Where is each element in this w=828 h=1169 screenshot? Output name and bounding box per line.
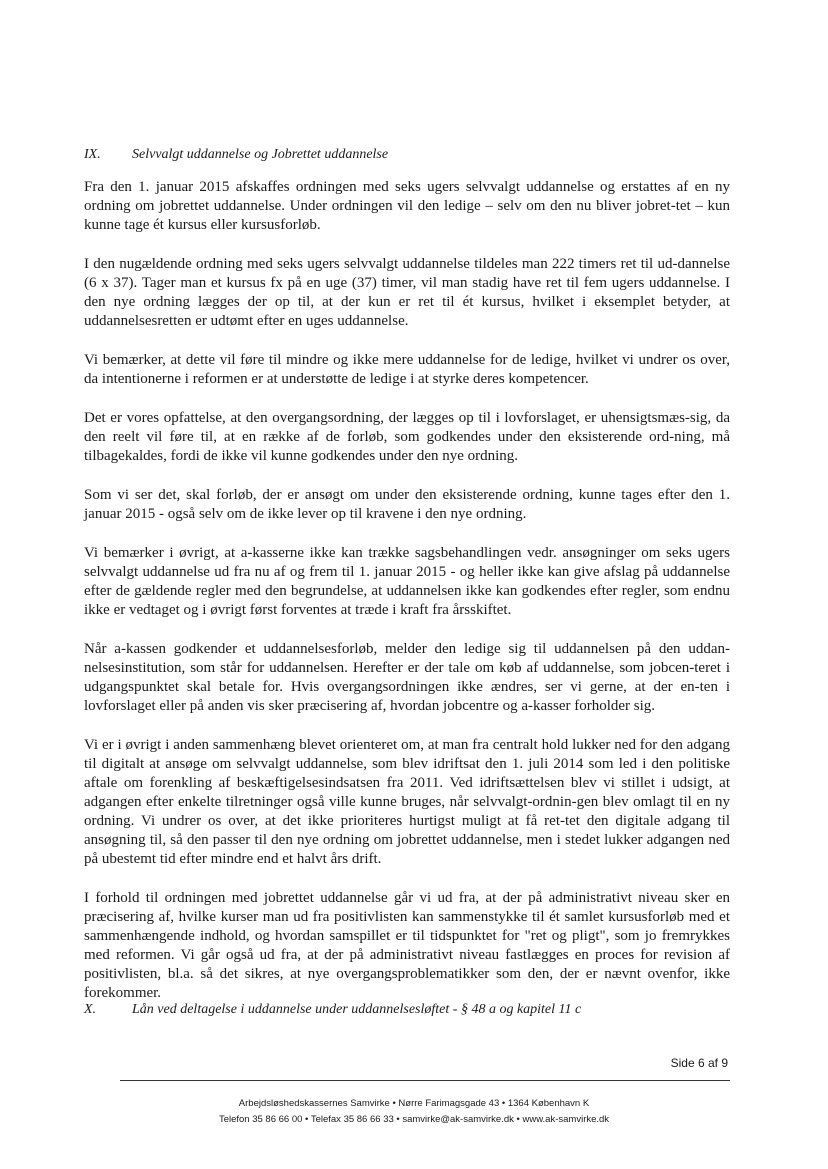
paragraph: Vi bemærker i øvrigt, at a-kasserne ikke kan trække sagsbehandlingen vedr. ansøgninger om seks ugers selvvalgt uddannelse ud fra nu af og frem til 1. januar 2015 - og heller ikke kan give afslag på uddannelse efter de gældende regler med den begrundelse, at uddannelsen ikke kan godkendes efter regler, som endnu ikke er vedtaget og i øvrigt først forventes at træde i kraft fra årsskiftet. <box>84 545 730 618</box>
section-heading-x <box>84 1002 581 1018</box>
section-heading-ix <box>84 147 388 163</box>
paragraph: I den nugældende ordning med seks ugers selvvalgt uddannelse tildeles man 222 timers ret til ud-dannelse (6 x 37). Tager man et kursus fx på en uge (37) timer, vil man stadig have ret til fem ugers uddannelse. I den nye ordning lægges der op til, at der kun er ret til ét kursus, hvilket i eksemplet betyder, at uddannelsesretten er udtømt efter en uges uddannelse. <box>84 256 730 329</box>
paragraph: Vi er i øvrigt i anden sammenhæng blevet orienteret om, at man fra centralt hold lukker ned for den adgang til digitalt at ansøge om selvvalgt uddannelse, som blev idriftsat den 1. juli 2014 som led i den politiske aftale om forenkling af beskæftigelsesindsatsen fra 2011. Ved idriftsættelsen blev vi stillet i udsigt, at adgangen efter enkelte tilretninger også ville kunne bruges, når selvvalgt-ordnin-gen blev omlagt til en ny ordning. Vi undrer os over, at det ikke prioriteres hurtigst muligt at få ret-tet den digitale adgang til ansøgning til, så den passer til den nye ordning om jobrettet uddannelse, men i stedet lukker adgangen ned på ubestemt tid efter mindre end et halvt års drift. <box>84 737 730 867</box>
section-number: IX. <box>84 147 101 162</box>
footer-address: Arbejdsløshedskassernes Samvirke • Nørre Farimagsgade 43 • 1364 København K <box>238 1098 590 1109</box>
page-number: Side 6 af 9 <box>670 1056 728 1070</box>
paragraph: I forhold til ordningen med jobrettet uddannelse går vi ud fra, at der på administrativt niveau sker en præcisering af, hvilke kurser man ud fra positivlisten kan sammenstykke til ét samlet kursusforløb med et sammenhængende indhold, og hvordan samspillet er til tidspunktet for "ret og pligt", som jo fremrykkes med reformen. Vi går også ud fra, at der på administrativt niveau fastlægges en proces for revision af positivlisten, bl.a. så det sikres, at nye overgangsproblematikker som den, der er nævnt ovenfor, ikke forekommer. <box>84 890 730 1001</box>
paragraph: Som vi ser det, skal forløb, der er ansøgt om under den eksisterende ordning, kunne tages efter den 1. januar 2015 - også selv om de ikke lever op til kravene i den nye ordning. <box>84 487 730 522</box>
section-number: X. <box>84 1002 97 1017</box>
section-title: Selvvalgt uddannelse og Jobrettet uddannelse <box>132 147 389 162</box>
paragraph: Fra den 1. januar 2015 afskaffes ordningen med seks ugers selvvalgt uddannelse og erstattes af en ny ordning om jobrettet uddannelse. Under ordningen vil den ledige – selv om den nu bliver jobret-tet – kun kunne tage ét kursus eller kursusforløb. <box>84 179 730 233</box>
footer-divider <box>120 1080 730 1081</box>
section-title: Lån ved deltagelse i uddannelse under uddannelsesløftet - § 48 a og kapitel 11 c <box>132 1002 582 1017</box>
body-text <box>84 178 730 1023</box>
paragraph: Det er vores opfattelse, at den overgangsordning, der lægges op til i lovforslaget, er uhensigtsmæs-sig, da den reelt vil føre til, at en række af de forløb, som godkendes under den eksisterende ord-ning, må tilbagekaldes, fordi de ikke vil kunne godkendes under den nye ordning. <box>84 410 730 464</box>
paragraph: Vi bemærker, at dette vil føre til mindre og ikke mere uddannelse for de ledige, hvilket vi undrer os over, da intentionerne i reformen er at understøtte de ledige i at styrke deres kompetencer. <box>84 352 730 387</box>
footer-contact: Telefon 35 86 66 00 • Telefax 35 86 66 33 • samvirke@ak-samvirke.dk • www.ak-samvirke.dk <box>218 1114 610 1125</box>
paragraph: Når a-kassen godkender et uddannelsesforløb, melder den ledige sig til uddannelsen på den uddan-nelsesinstitution, som står for uddannelsen. Herefter er der tale om køb af uddannelse, som jobcen-teret i udgangspunktet skal betale for. Hvis overgangsordningen ikke ændres, ser vi gerne, at der en-ten i lovforslaget eller på anden vis sker præcisering af, hvordan jobcentre og a-kasser forholder sig. <box>84 641 730 714</box>
